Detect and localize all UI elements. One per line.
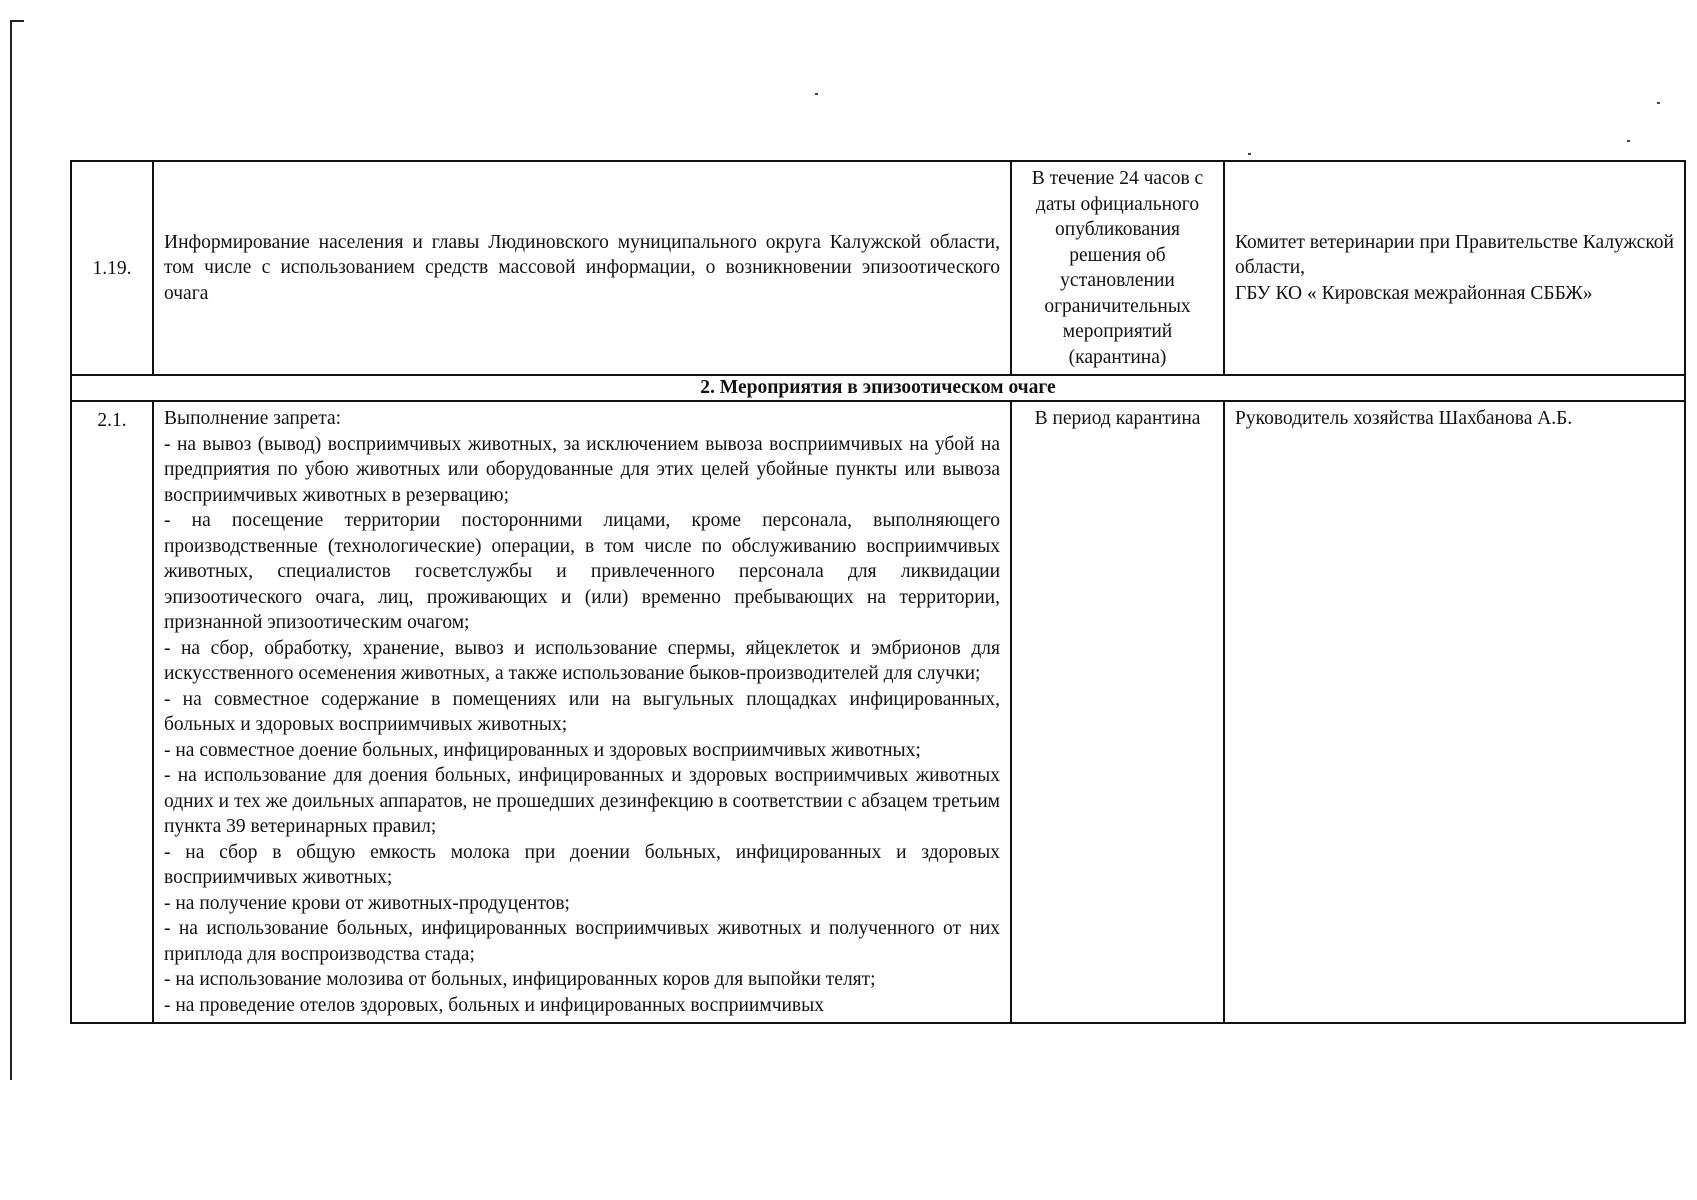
responsible-cell: Руководитель хозяйства Шахбанова А.Б. [1224,401,1685,1023]
term-cell: В период карантина [1011,401,1224,1023]
responsible-line: ГБУ КО « Кировская межрайонная СББЖ» [1235,282,1593,304]
table-row-2-1 [71,401,1685,1023]
measure-line: - на вывоз (вывод) восприимчивых животных, за исключением вывоза восприимчивых на убой на предприятия по убою животных или оборудованные для этих целей убойные пункты или вывоза восприимчивых животных в резервацию; [164,433,1000,506]
term-cell: В течение 24 часов с даты официального опубликования решения об установлении ограничительных мероприятий (карантина) [1011,161,1224,375]
scan-margin-line [10,20,12,1080]
scan-speck [1657,102,1660,104]
responsible-cell [1224,161,1685,375]
row-number: 1.19. [71,161,153,375]
measure-line: - на совместное содержание в помещениях или на выгульных площадках инфицированных, больных и здоровых восприимчивых животных; [164,688,1000,735]
measure-line: - на сбор в общую емкость молока при доении больных, инфицированных и здоровых восприимчивых животных; [164,841,1000,888]
table-row-1-19 [71,161,1685,375]
scan-speck [1627,140,1630,142]
section-header-row [71,375,1685,401]
section-title: 2. Мероприятия в эпизоотическом очаге [71,375,1685,401]
measure-line: Выполнение запрета: [164,408,342,429]
measure-line: - на использование молозива от больных, инфицированных коров для выпойки телят; [164,969,876,990]
scan-speck [815,93,818,95]
measure-line: - на сбор, обработку, хранение, вывоз и использование спермы, яйцеклеток и эмбрионов для искусственного осеменения животных, а также использование быков-производителей для случки; [164,637,1000,684]
measure-text [153,401,1011,1023]
measure-line: - на посещение территории посторонними лицами, кроме персонала, выполняющего производственные (технологические) операции, в том числе по обслуживанию восприимчивых животных, специалистов госветслужбы и привлеченного персонала для ликвидации эпизоотического очага, лиц, проживающих и (или) временно пребывающих на территории, признанной эпизоотическим очагом; [164,510,1000,633]
responsible-line: Комитет ветеринарии при Правительстве Калужской области, [1235,231,1674,279]
measure-line: - на получение крови от животных-продуцентов; [164,892,570,914]
measures-table [70,160,1686,1024]
measure-text: Информирование населения и главы Людиновского муниципального округа Калужской области, том числе с использованием средств массовой информации, о возникновении эпизоотического очага [153,161,1011,375]
scan-margin-tick [10,20,24,22]
scan-speck [1248,153,1251,155]
measure-line: - на совместное доение больных, инфицированных и здоровых восприимчивых животных; [164,739,921,761]
row-number: 2.1. [71,401,153,1023]
measure-line: - на проведение отелов здоровых, больных и инфицированных восприимчивых [164,994,824,1016]
measure-line: - на использование для доения больных, инфицированных и здоровых восприимчивых животных одних и тех же доильных аппаратов, не прошедших дезинфекцию в соответствии с абзацем третьим пункта 39 ветеринарных правил; [164,765,1000,837]
measure-line: - на использование больных, инфицированных восприимчивых животных и полученного от них приплода для воспроизводства стада; [164,918,1000,965]
